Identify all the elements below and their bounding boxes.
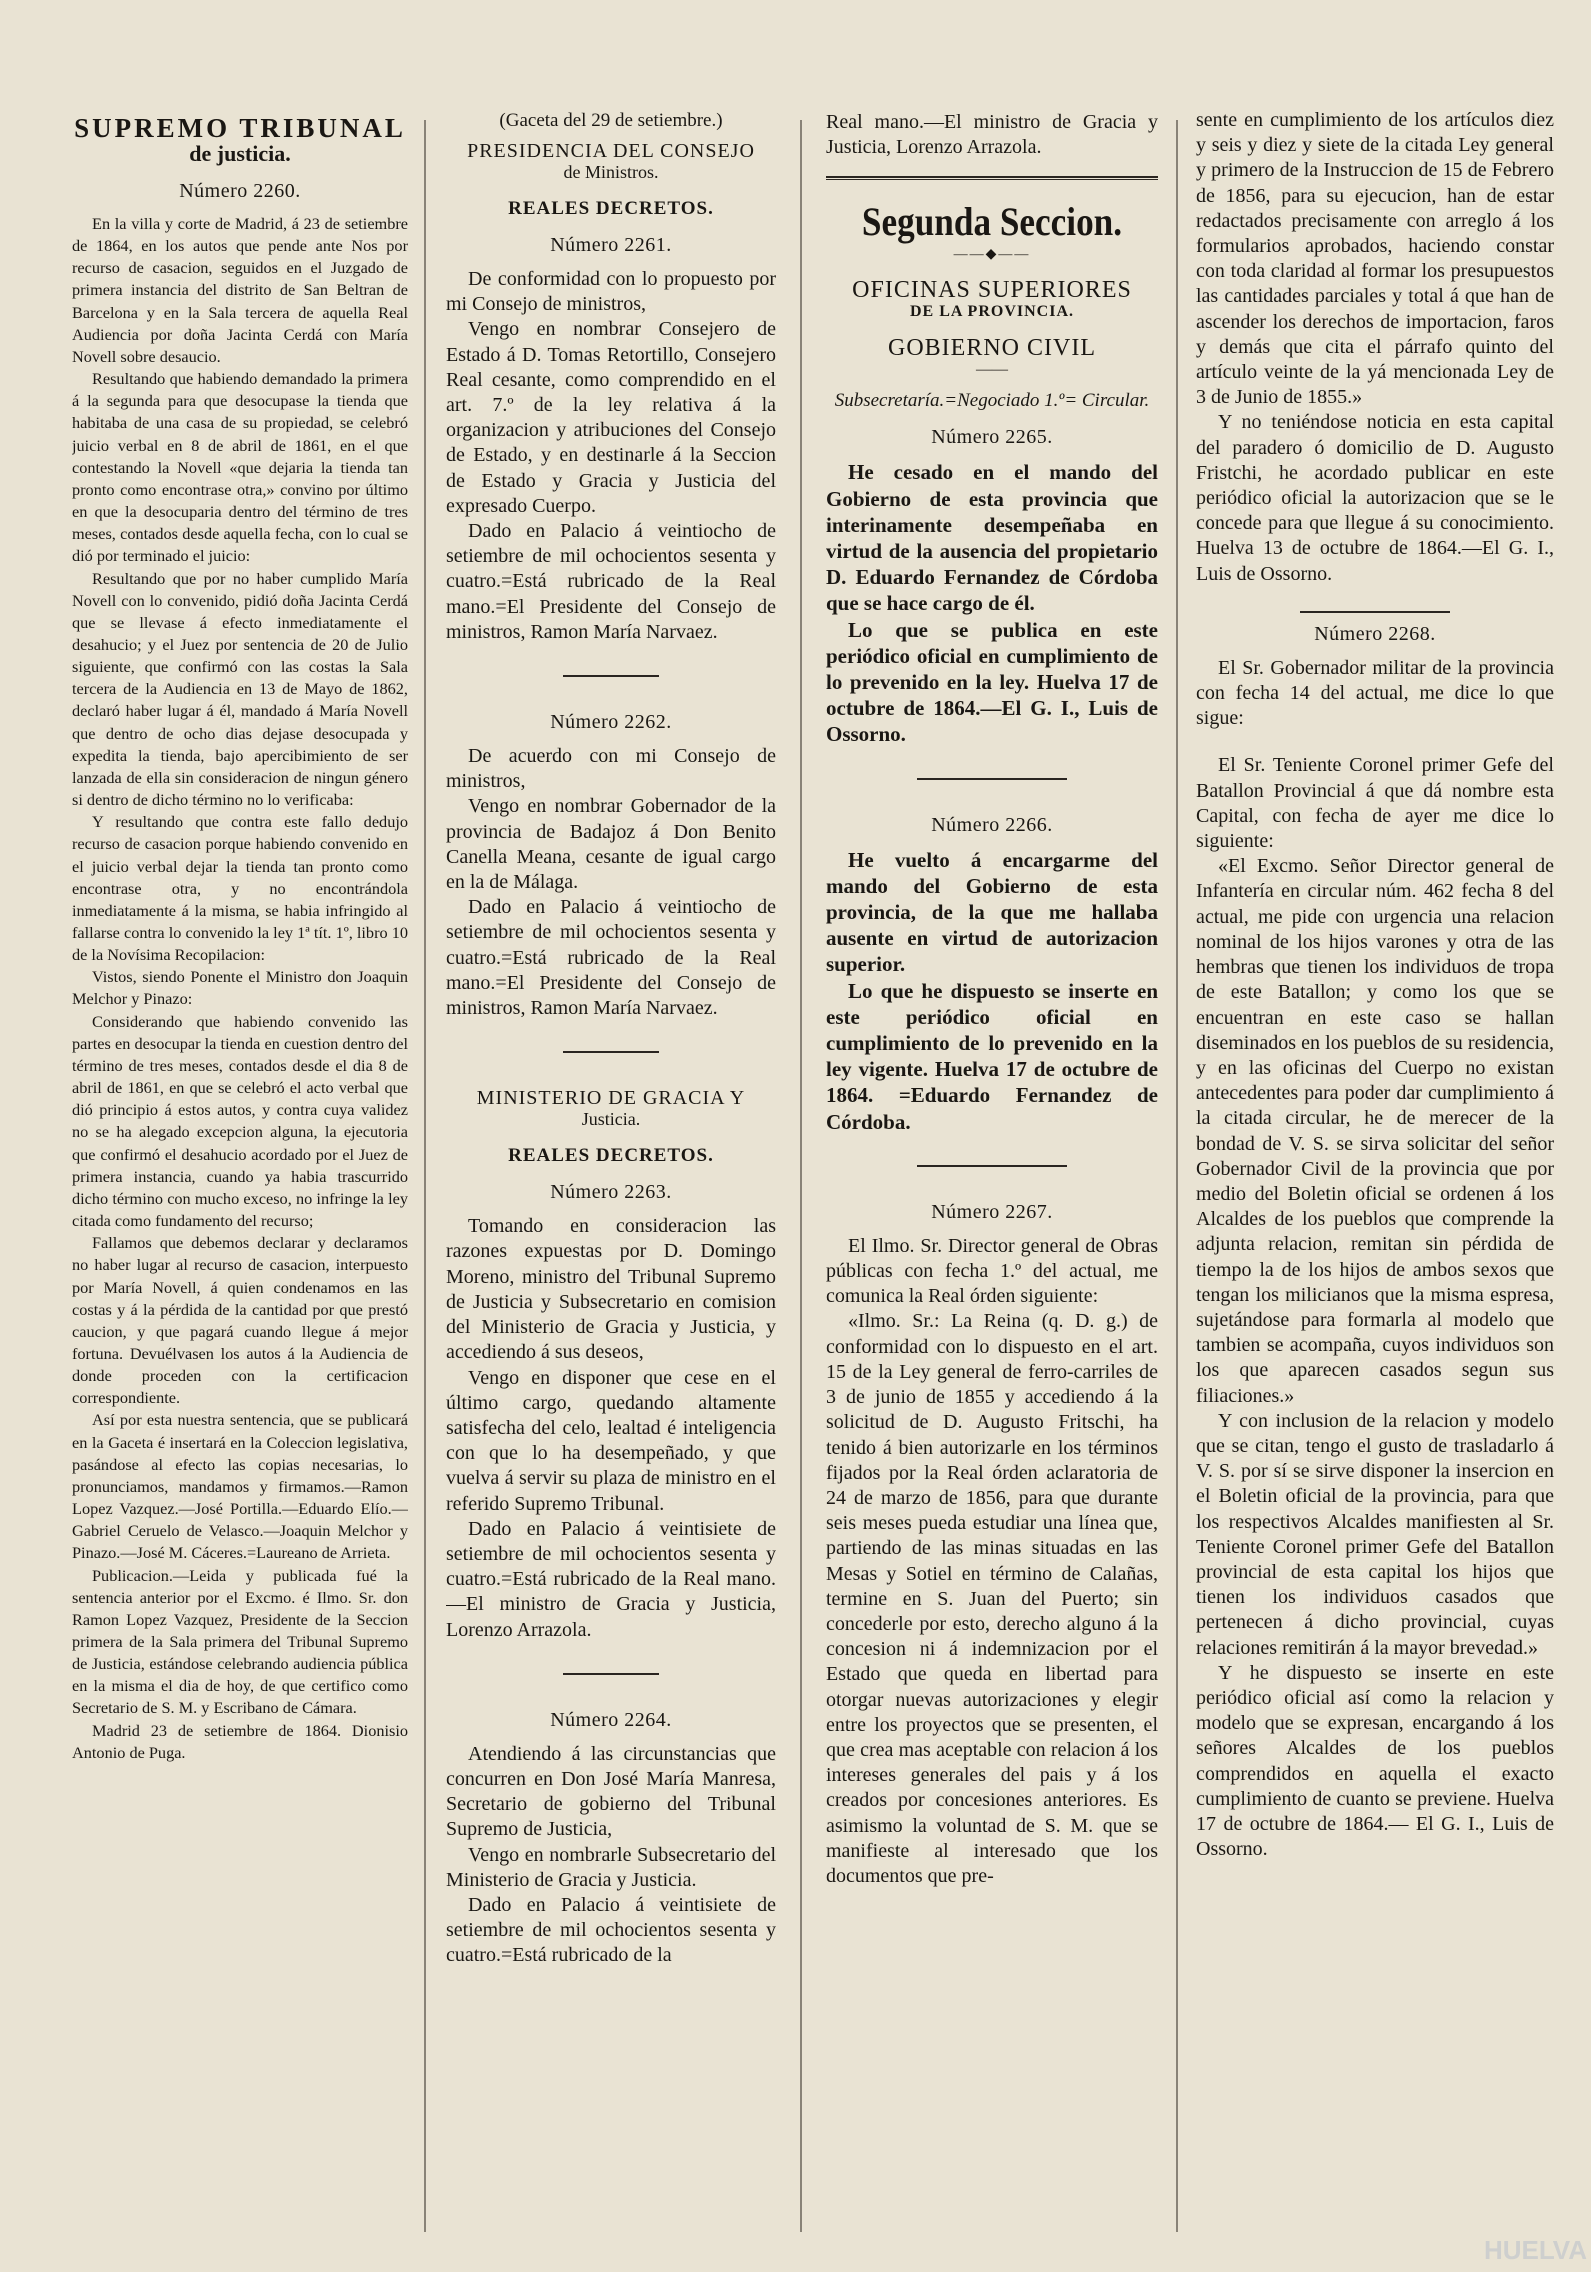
paragraph: Y no teniéndose noticia en esta capital del paradero ó domicilio de D. Augusto Fristchi, he acordado publicar en este periódico oficial la autorizacion que se le concede para que llegue á su conocimiento. Huelva 13 de octubre de 1864.—El G. I., Luis de Ossorno. bbox=[1196, 411, 1554, 585]
gaceta-date: (Gaceta del 29 de setiembre.) bbox=[499, 110, 723, 131]
paragraph: Atendiendo á las circunstancias que concurren en Don José María Manresa, Secretario de gobierno del Tribunal Supremo de Justicia, bbox=[446, 1742, 776, 1841]
divider bbox=[563, 1051, 659, 1053]
paragraph: Lo que he dispuesto se inserte en este periódico oficial en cumplimiento de lo prevenido en la ley vigente. Huelva 17 de octubre de 1864. =Eduardo Fernandez de Córdoba. bbox=[826, 978, 1158, 1134]
section-heading: Segunda Seccion. bbox=[861, 199, 1123, 245]
subsection-label: Subsecretaría.=Negociado 1.º= Circular. bbox=[834, 390, 1150, 412]
decree-number: Número 2262. bbox=[550, 711, 672, 734]
section-subtitle: de justicia. bbox=[189, 141, 291, 166]
ornament-icon: ——◆—— bbox=[953, 247, 1031, 263]
paragraph: Real mano.—El ministro de Gracia y Justicia, Lorenzo Arrazola. bbox=[826, 111, 1158, 159]
divider bbox=[1300, 611, 1450, 613]
section-subtitle: Justicia. bbox=[581, 1109, 641, 1130]
decree-number: Número 2268. bbox=[1314, 622, 1436, 645]
paragraph: Vengo en disponer que cese en el último cargo, quedando altamente satisfecha del celo, lealtad é inteligencia con que lo ha desempeñado, y que vuelva á servir su plaza de ministro en el referido Supremo Tribunal. bbox=[446, 1366, 776, 1515]
paragraph: El Ilmo. Sr. Director general de Obras públicas con fecha 1.º del actual, me comunica la Real órden siguiente: bbox=[826, 1234, 1158, 1308]
section-title: PRESIDENCIA DEL CONSEJO bbox=[467, 140, 755, 162]
decree-number: Número 2266. bbox=[931, 813, 1053, 836]
column-rule bbox=[800, 120, 802, 2232]
paragraph: Y he dispuesto se inserte en este periódico oficial así como la relacion y modelo que se expresan, encargando á los señores Alcaldes de los pueblos comprendidos en aquella el exacto cumplimiento de cuanto se previene. Huelva 17 de octubre de 1864.— El G. I., Luis de Ossorno. bbox=[1196, 1661, 1554, 1861]
section-subtitle: de Ministros. bbox=[563, 162, 659, 182]
office-heading: GOBIERNO CIVIL bbox=[888, 335, 1096, 362]
paragraph: Dado en Palacio á veintisiete de setiembre de mil ochocientos sesenta y cuatro.=Está rubricado de la Real mano.—El ministro de Gracia y Justicia, Lorenzo Arrazola. bbox=[446, 1517, 776, 1641]
decree-number: Número 2260. bbox=[179, 180, 301, 202]
paragraph: «El Excmo. Señor Director general de Infantería en circular núm. 462 fecha 8 del actual, me pide con urgencia una relacion nominal de los hijos varones y otra de las hembras que tienen los individuos de tropa de este Batallon; y como los que se encuentran en este caso se hallan diseminados en los pueblos de su residencia, y en las oficinas del Cuerpo no existan antecedentes para poder dar cumplimiento á la citada circular, he de merecer de la bondad de V. S. se sirva solicitar del señor Gobernador Civil de la provincia que por medio del Boletin oficial se ordenen á los Alcaldes de los pueblos que comprende la adjunta relacion, remitan sin pérdida de tiempo la de los hijos de ambos sexos que tengan los milicianos que la misma espresa, sujetándose para formarla al modelo que tambien se acompaña, cuyos individuos son los que aparecen casados segun sus filiaciones.» bbox=[1196, 855, 1554, 1407]
column-rule bbox=[424, 120, 426, 2232]
paragraph: De conformidad con lo propuesto por mi Consejo de ministros, bbox=[446, 268, 776, 316]
section-title: OFICINAS SUPERIORES bbox=[852, 277, 1132, 304]
divider bbox=[563, 675, 659, 677]
paragraph: Vengo en nombrar Gobernador de la provincia de Badajoz á Don Benito Canella Meana, cesante de igual cargo en la de Málaga. bbox=[446, 795, 776, 894]
paragraph: Y con inclusion de la relacion y modelo que se citan, tengo el gusto de trasladarlo á V. S. por sí se sirve disponer la insercion en el Boletin oficial de la provincia, para que los respectivos Alcaldes manifiesten al Sr. Teniente Coronel primer Gefe del Batallon provincial de esta capital los hijos que tienen los individuos casados que pertenecen á dicho provincial, cuyas relaciones remitirán á la mayor brevedad.» bbox=[1196, 1409, 1554, 1659]
decrees-heading: REALES DECRETOS. bbox=[508, 198, 714, 219]
decree-number: Número 2264. bbox=[550, 1708, 672, 1731]
paragraph: En la villa y corte de Madrid, á 23 de setiembre de 1864, en los autos que pende ante Nos por recurso de casacion, seguidos en el Juzgado de primera instancia del distrito de San Beltran de Barcelona y en la Sala tercera de aquella Real Audiencia por doña Jacinta Cerdá con María Novell sobre desaucio. bbox=[72, 214, 408, 366]
paragraph: Fallamos que debemos declarar y declaramos no haber lugar al recurso de casacion, interpuesto por María Novell, á quien condenamos en las costas y á la pérdida de la cantidad por que prestó caucion, y que pagará cuando llegue á mejor fortuna. Devuélvasen los autos á la Audiencia de donde proceden con la certificacion correspondiente. bbox=[72, 1233, 408, 1408]
short-dash: —— bbox=[976, 361, 1008, 379]
paragraph: Dado en Palacio á veintiocho de setiembre de mil ochocientos sesenta y cuatro.=Está rubricado de la Real mano.=El Presidente del Consejo de ministros, Ramon María Narvaez. bbox=[446, 520, 776, 643]
paragraph: Considerando que habiendo convenido las partes en desocupar la tienda en cuestion dentro del término de tres meses, contados desde el dia 8 de abril de 1861, en que se celebró el acto verbal que dió principio á estos autos, y contra cuya validez no se ha alegado excepcion alguna, la ejecutoria que confirmó el desahucio acordado por el Juez de primera instancia, cuando ya habia trascurrido dicho término con mucho exceso, no infringe la ley citada como fundamento del recurso; bbox=[72, 1011, 408, 1231]
paragraph: He vuelto á encargarme del mando del Gobierno de esta provincia, de la que me hallaba ausente en virtud de autorizacion superior. bbox=[826, 847, 1158, 977]
column-2 bbox=[446, 0, 776, 2272]
decrees-heading: REALES DECRETOS. bbox=[508, 1145, 714, 1167]
paragraph: Resultando que por no haber cumplido María Novell con lo convenido, pidió doña Jacinta Cerdá que se llevase á efecto inmediatamente el desahucio; y el Juez por sentencia de 20 de Julio siguiente, que confirmó con las costas la Sala tercera de la Audiencia en 13 de Mayo de 1862, declaró haber lugar á él, mandado á María Novell que dentro de ocho dias dejase desocupada y expedita la tienda, bajo apercibimiento de ser lanzada de ella sin consideracion de ningun género si dentro de dicho término no lo verificaba: bbox=[72, 568, 408, 810]
column-3 bbox=[826, 0, 1158, 2272]
paragraph: He cesado en el mando del Gobierno de esta provincia que interinamente desempeñaba en virtud de la ausencia del propietario D. Eduardo Fernandez de Córdoba que se hace cargo de él. bbox=[826, 460, 1158, 616]
library-stamp: HUELVA bbox=[1483, 2235, 1587, 2265]
paragraph: Y resultando que contra este fallo dedujo recurso de casacion porque habiendo convenido en el juicio verbal dejar la tienda tan pronto como encontrase otra, y no encontrándola inmediatamente á la misma, se habia infringido al fallarse contra lo convenido la ley 1ª tít. 1º, libro 10 de la Novísima Recopilacion: bbox=[72, 812, 408, 965]
decree-number: Número 2263. bbox=[550, 1181, 672, 1204]
section-rule bbox=[826, 176, 1158, 180]
section-title: MINISTERIO DE GRACIA Y bbox=[476, 1087, 746, 1110]
paragraph: sente en cumplimiento de los artículos diez y seis y diez y siete de la citada Ley general y primero de la Instruccion de 15 de Febrero de 1856, para su ejecucion, han de estar redactados precisamente con arreglo á los formularios aprobados, haciendo constar con toda claridad al formar los presupuestos las cantidades parciales y total á que han de ascender los derechos de importacion, faros y demás que cita el párrafo quinto del artículo veinte de la yá mencionada Ley de 3 de Junio de 1855.» bbox=[1196, 109, 1554, 409]
paragraph: Vengo en nombrar Consejero de Estado á D. Tomas Retortillo, Consejero Real cesante, como comprendido en el art. 7.º de la ley relativa á la organizacion y atribuciones del Consejo de Estado, y en destinarle á la Seccion de Estado y Gracia y Justicia del expresado Cuerpo. bbox=[446, 318, 776, 517]
decree-number: Número 2267. bbox=[931, 1200, 1053, 1223]
paragraph: El Sr. Gobernador militar de la provincia con fecha 14 del actual, me dice lo que sigue: bbox=[1196, 656, 1554, 730]
paragraph: El Sr. Teniente Coronel primer Gefe del Batallon Provincial á que dá nombre esta Capital, con fecha de ayer me dice lo siguiente: bbox=[1196, 754, 1554, 853]
section-subtitle: DE LA PROVINCIA. bbox=[909, 303, 1074, 321]
paragraph: Resultando que habiendo demandado la primera á la segunda para que desocupase la tienda que habitaba de una casa de su propiedad, se celebró juicio verbal en 8 de abril de 1861, en el que contestando la Novell «que dejaria la tienda tan pronto como encontrase otra,» convino por último en que la desocuparia dentro del término de tres meses, contados desde aquella fecha, con lo cual se dió por terminado el juicio: bbox=[72, 369, 408, 566]
column-rule bbox=[1176, 120, 1178, 2232]
paragraph: «Ilmo. Sr.: La Reina (q. D. g.) de conformidad con lo dispuesto en el art. 15 de la Ley general de ferro-carriles de 3 de junio de 1855 y accediendo á la solicitud de D. Augusto Fritschi, ha tenido á bien autorizarle en los términos fijados por la Real órden aclaratoria de 24 de marzo de 1856, para que durante seis meses pueda estudiar una línea que, partiendo de las minas situadas en las Mesas y Sotiel en término de Calañas, termine en S. Juan del Puerto; sin concederle por esto, derecho alguno á la concesion ni á indemnizacion por el Estado que queda en libertad para otorgar nuevas autorizaciones y elegir entre los proyectos que se presenten, el que crea mas aceptable con relacion á los intereses generales del pais y á los creados por concesiones anteriores. Es asimismo la voluntad de S. M. que se manifieste al interesado que los documentos que pre- bbox=[826, 1310, 1158, 1887]
article-body bbox=[72, 213, 408, 1764]
divider bbox=[917, 1165, 1067, 1167]
divider bbox=[917, 778, 1067, 780]
paragraph: Vistos, siendo Ponente el Ministro don Joaquin Melchor y Pinazo: bbox=[72, 967, 408, 1009]
paragraph: Así por esta nuestra sentencia, que se publicará en la Gaceta é insertará en la Coleccion legislativa, pasándose al efecto las copias necesarias, lo pronunciamos, mandamos y firmamos.—Ramon Lopez Vazquez.—José Portilla.—Eduardo Elío.—Gabriel Ceruelo de Velasco.—Joaquin Melchor y Pinazo.—José M. Cáceres.=Laureano de Arrieta. bbox=[72, 1410, 408, 1563]
column-4 bbox=[1196, 0, 1554, 2272]
paragraph: De acuerdo con mi Consejo de ministros, bbox=[446, 745, 776, 793]
divider bbox=[563, 1673, 659, 1675]
paragraph: Lo que se publica en este periódico oficial en cumplimiento de lo prevenido en la ley. Huelva 17 de octubre de 1864.—El G. I., Luis de Ossorno. bbox=[826, 617, 1158, 747]
column-1 bbox=[72, 0, 408, 2272]
decree-number: Número 2261. bbox=[550, 234, 672, 256]
paragraph: Tomando en consideracion las razones expuestas por D. Domingo Moreno, ministro del Tribunal Supremo de Justicia y Subsecretario en comision del Ministerio de Gracia y Justicia, y accediendo á sus deseos, bbox=[446, 1215, 776, 1364]
paragraph: Vengo en nombrarle Subsecretario del Ministerio de Gracia y Justicia. bbox=[446, 1843, 776, 1891]
decree-number: Número 2265. bbox=[931, 426, 1053, 449]
paragraph: Dado en Palacio á veintisiete de setiembre de mil ochocientos sesenta y cuatro.=Está rubricado de la bbox=[446, 1893, 776, 1967]
paragraph: Madrid 23 de setiembre de 1864. Dionisio Antonio de Puga. bbox=[72, 1720, 408, 1762]
paragraph: Publicacion.—Leida y publicada fué la sentencia anterior por el Excmo. é Ilmo. Sr. don Ramon Lopez Vazquez, Presidente de la Seccion primera de la Sala primera del Tribunal Supremo de Justicia, estándose celebrando audiencia pública en la misma el dia de hoy, de que certifico como Secretario de S. M. y Escribano de Cámara. bbox=[72, 1565, 408, 1718]
section-title: SUPREMO TRIBUNAL bbox=[74, 113, 406, 143]
paragraph: Dado en Palacio á veintiocho de setiembre de mil ochocientos sesenta y cuatro.=Está rubricado de la Real mano.=El Presidente del Consejo de ministros, Ramon María Narvaez. bbox=[446, 896, 776, 1020]
